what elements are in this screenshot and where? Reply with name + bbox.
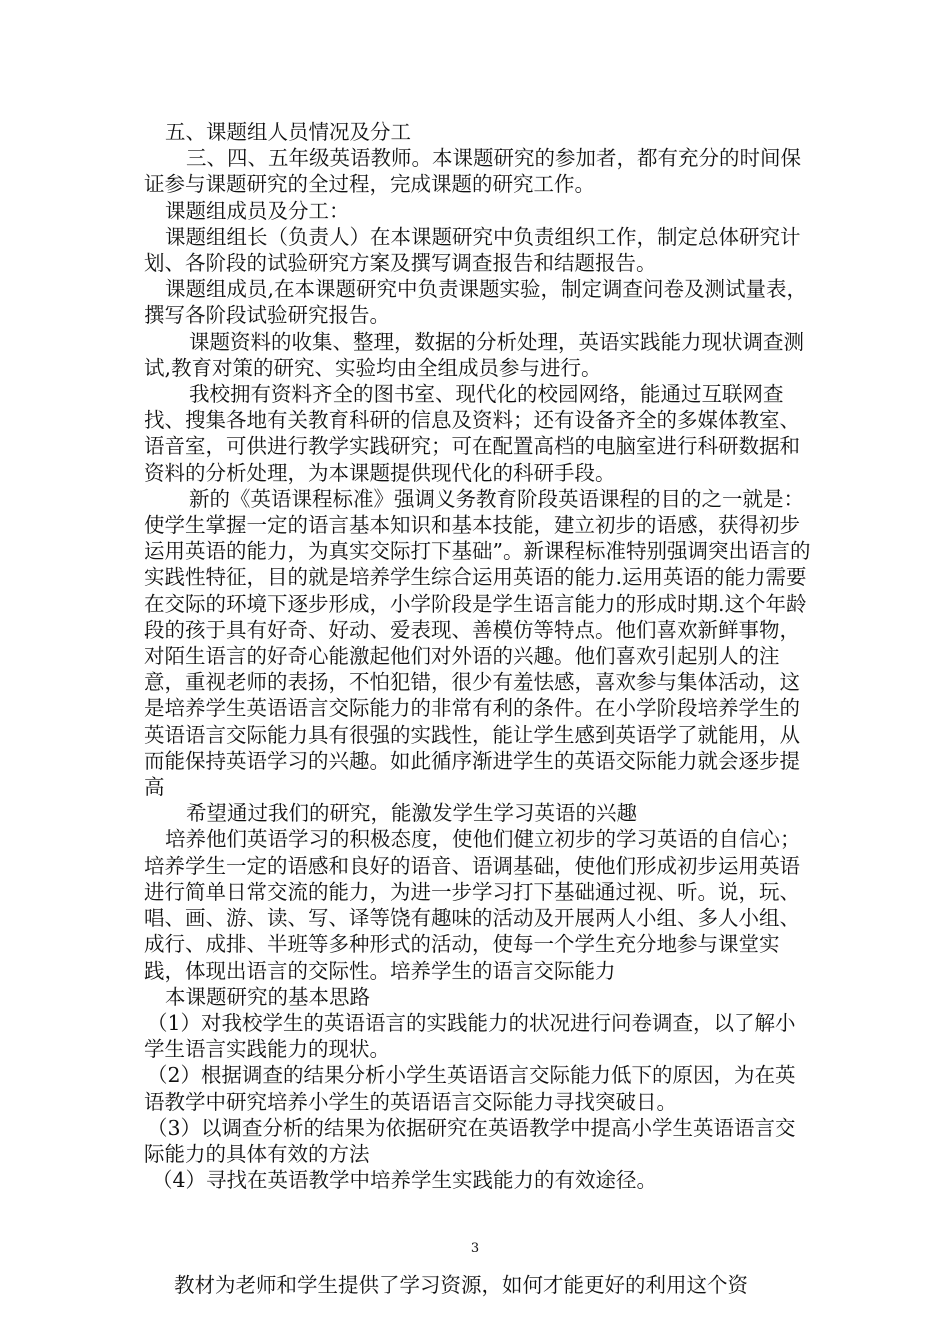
document-body (144, 119, 816, 1299)
paragraph-teachers: 三、四、五年级英语教师。本课题研究的参加者，都有充分的时间保证参与课题研究的全过程，完成课题的研究工作。 (144, 146, 801, 197)
list-item-2: （2）根据调查的结果分析小学生英语语言交际能力低下的原因，为在英语教学中研究培养小学生的英语语言交际能力寻找突破日。 (144, 1063, 796, 1114)
paragraph-gap (144, 1193, 816, 1272)
paragraph-resources: 我校拥有资料齐全的图书室、现代化的校园网络，能通过互联网查找、搜集各地有关教育科研的信息及资料；还有设备齐全的多媒体教室、语音室，可供进行教学实践研究；可在配置高档的电脑室进行科研数据和资料的分析处理，为本课题提供现代化的科研手段。 (144, 382, 800, 485)
list-item-1: （1）对我校学生的英语语言的实践能力的状况进行问卷调查，以了解小学生语言实践能力的现状。 (144, 1010, 796, 1062)
list-item-4: （4）寻找在英语教学中培养学生实践能力的有效途径。 (152, 1168, 658, 1193)
paragraph-hope: 希望通过我们的研究，能激发学生学习英语的兴趣 (186, 801, 637, 826)
section-heading: 五、课题组人员情况及分工 (165, 120, 411, 144)
paragraph-textbook: 教材为老师和学生提供了学习资源，如何才能更好的利用这个资 (174, 1273, 748, 1298)
page-number: 3 (470, 1241, 480, 1256)
paragraph-cultivation: 培养他们英语学习的积极态度，使他们健立初步的学习英语的自信心；培养学生一定的语感和良好的语音、语调基础，使他们形成初步运用英语进行简单日常交流的能力，为进一步学习打下基础通过视、听。说，玩、唱、画、游、读、写、译等饶有趣味的活动及开展两人小组、多人小组、成行、成排、半班等多种形式的活动，使每一个学生充分地参与课堂实践，体现出语言的交际性。培养学生的语言交际能力 (144, 827, 801, 983)
paragraph-curriculum-standard: 新的《英语课程标准》强调义务教育阶段英语课程的目的之一就是：使学生掌握一定的语言基本知识和基本技能，建立初步的语感，获得初步运用英语的能力，为真实交际打下基础”。新课程标准特别强调突出语言的实践性特征，目的就是培养学生综合运用英语的能力.运用英语的能力需要在交际的环境下逐步形成，小学阶段是学生语言能力的形成时期.这个年龄段的孩于具有好奇、好动、爱表现、善模仿等特点。他们喜欢新鲜事物，对陌生语言的好奇心能激起他们对外语的兴趣。他们喜欢引起别人的注意，重视老师的表扬，不怕犯错，很少有羞怯感，喜欢参与集体活动，这是培养学生英语语言交际能力的非常有利的条件。在小学阶段培养学生的英语语言交际能力具有很强的实践性，能让学生感到英语学了就能用，从而能保持英语学习的兴趣。如此循序渐进学生的英语交际能力就会逐步提高 (144, 486, 811, 800)
paragraph-leader: 课题组组长（负责人）在本课题研究中负责组织工作，制定总体研究计划、各阶段的试验研究方案及撰写调查报告和结题报告。 (144, 224, 801, 276)
paragraph-members-heading: 课题组成员及分工： (165, 198, 350, 223)
paragraph-data-collection: 课题资料的收集、整理，数据的分析处理，英语实践能力现状调查测试,教育对策的研究、实验均由全组成员参与进行。 (144, 329, 804, 380)
paragraph-approach-heading: 本课题研究的基本思路 (165, 984, 370, 1009)
paragraph-member: 课题组成员,在本课题研究中负责课题实验，制定调查问卷及测试量表，撰写各阶段试验研究报告。 (144, 277, 808, 328)
list-item-3: （3）以调查分析的结果为依据研究在英语教学中提高小学生英语语言交际能力的具体有效的方法 (144, 1115, 796, 1166)
